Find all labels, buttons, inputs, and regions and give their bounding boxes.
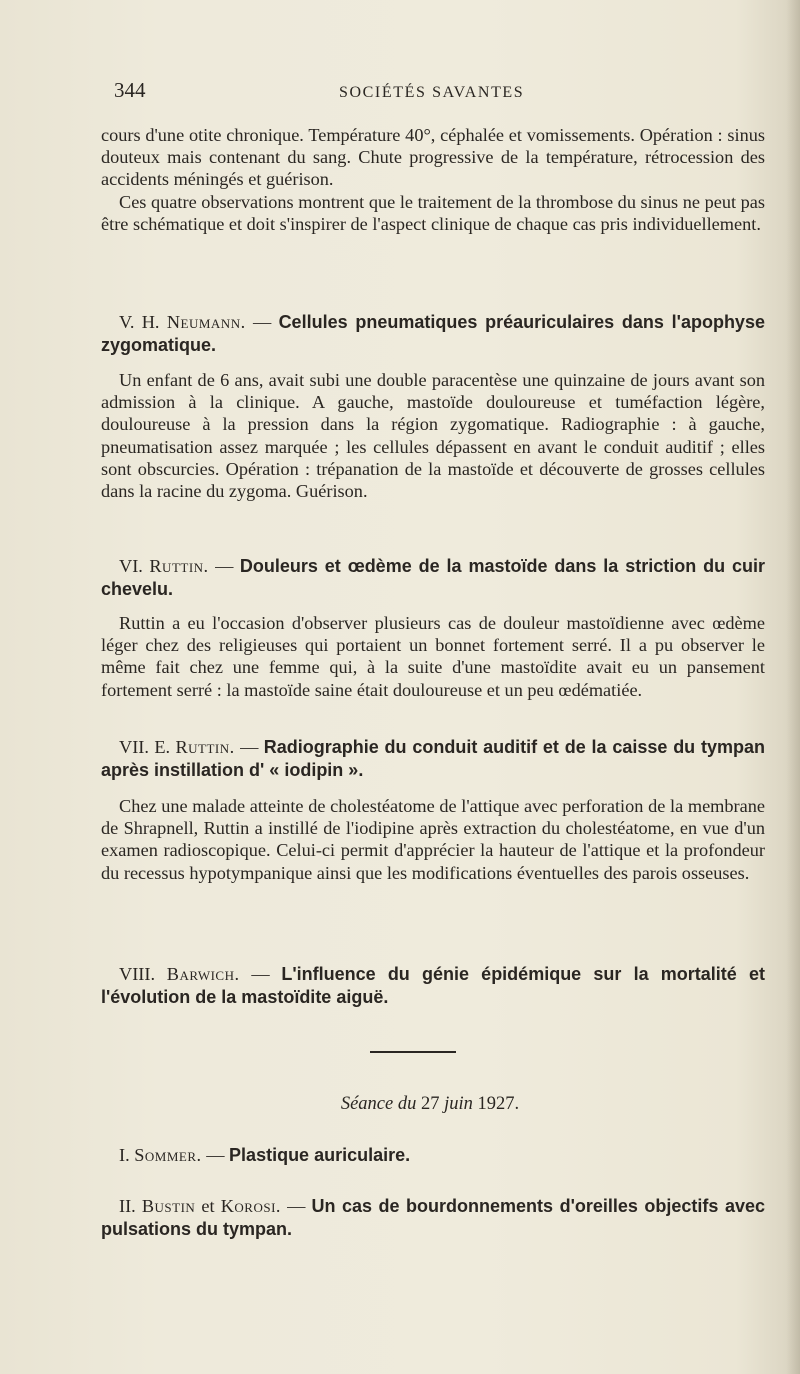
heading-dash: — xyxy=(287,1196,306,1216)
author-initial: H. xyxy=(141,312,160,332)
section-divider xyxy=(370,1051,456,1053)
seance-year: 1927. xyxy=(477,1094,520,1114)
seance-day: 27 xyxy=(420,1094,440,1114)
seance-date-line xyxy=(0,1094,800,1115)
section-vi-body: Ruttin a eu l'occasion d'observer plusieurs cas de douleur mastoïdienne avec œdème léger chez des religieuses qui portaient un bonnet fortement serré. Il a pu observer le même fait chez une femme qui, à la suite d'une mastoïdite avait eu un pansement fortement serré : la mastoïde saine était douloureuse et un peu œdématiée. xyxy=(101,613,765,700)
page-header xyxy=(114,78,764,108)
author-connector: et xyxy=(201,1196,215,1216)
intro-paragraph-1: cours d'une otite chronique. Température 40°, céphalée et vomissements. Opération : sinus douteux mais contenant du sang. Chute progressive de la température, rétrocession des accidents méningés et guérison. xyxy=(101,125,765,190)
author-name-2: Korosi. xyxy=(220,1196,281,1216)
intro-paragraph-2: Ces quatre observations montrent que le traitement de la thrombose du sinus ne peut pas être schématique et doit s'inspirer de l'aspect clinique de chaque cas pris individuellement. xyxy=(101,191,765,234)
section-vi-heading xyxy=(101,555,765,601)
seance-month: juin xyxy=(444,1094,473,1114)
section-title: Cellules pneumatiques préauriculaires dans l'apophyse zygomatique. xyxy=(101,312,765,355)
seance-label: Séance du xyxy=(340,1094,417,1114)
heading-dash: — xyxy=(240,737,259,757)
author-name: Neumann. xyxy=(166,312,246,332)
section-numeral: VIII. xyxy=(119,964,156,984)
heading-dash: — xyxy=(206,1145,225,1165)
running-title: SOCIÉTÉS SAVANTES xyxy=(339,84,525,101)
section-title: Plastique auriculaire. xyxy=(229,1145,411,1165)
author-initial: E. xyxy=(154,737,171,757)
page-gutter-shadow xyxy=(786,0,800,1374)
section-numeral: VII. xyxy=(119,737,149,757)
heading-dash: — xyxy=(215,556,234,576)
intro-block xyxy=(101,124,765,235)
section-viii-heading xyxy=(101,963,765,1009)
author-name: Barwich. xyxy=(166,964,240,984)
section-v-heading xyxy=(101,311,765,357)
section-title: Radiographie du conduit auditif et de la caisse du tympan après instillation d' « iodipin ». xyxy=(101,737,765,780)
author-name: Bustin xyxy=(141,1196,196,1216)
page-number: 344 xyxy=(114,78,146,102)
section-numeral: V. xyxy=(119,312,135,332)
section-numeral: I. xyxy=(119,1145,130,1165)
author-name: Ruttin. xyxy=(175,737,235,757)
author-name: Sommer. xyxy=(134,1145,202,1165)
section-numeral: VI. xyxy=(119,556,143,576)
section-title: Douleurs et œdème de la mastoïde dans la striction du cuir chevelu. xyxy=(101,556,766,599)
section-title: Un cas de bourdonnements d'oreilles objectifs avec pulsations du tympan. xyxy=(101,1196,765,1239)
section-numeral: II. xyxy=(119,1196,136,1216)
later-section-i-heading xyxy=(101,1144,765,1167)
section-title: L'influence du génie épidémique sur la mortalité et l'évolution de la mastoïdite aiguë. xyxy=(101,964,765,1007)
heading-dash: — xyxy=(251,964,270,984)
section-vii-heading xyxy=(101,736,765,782)
author-name: Ruttin. xyxy=(149,556,209,576)
section-v-body: Un enfant de 6 ans, avait subi une double paracentèse une quinzaine de jours avant son admission à la clinique. A gauche, mastoïde douloureuse et tuméfaction légère, douloureuse à la pression dans la région zygomatique. Radiographie : à gauche, pneumatisation assez marquée ; les cellules dépassent en avant le conduit auditif ; elles sont obscurcies. Opération : trépanation de la mastoïde et découverte de grosses cellules dans la racine du zygoma. Guérison. xyxy=(101,370,765,502)
section-vii-body: Chez une malade atteinte de cholestéatome de l'attique avec perforation de la membrane de Shrapnell, Ruttin a instillé de l'iodipine après extraction du cholestéatome, en vue d'un examen radioscopique. Celui-ci permit d'apprécier la hauteur de l'attique et la profondeur du recessus hypotympanique ainsi que les modifications éventuelles des parois osseuses. xyxy=(101,796,765,883)
heading-dash: — xyxy=(252,312,272,332)
later-section-ii-heading xyxy=(101,1195,765,1241)
